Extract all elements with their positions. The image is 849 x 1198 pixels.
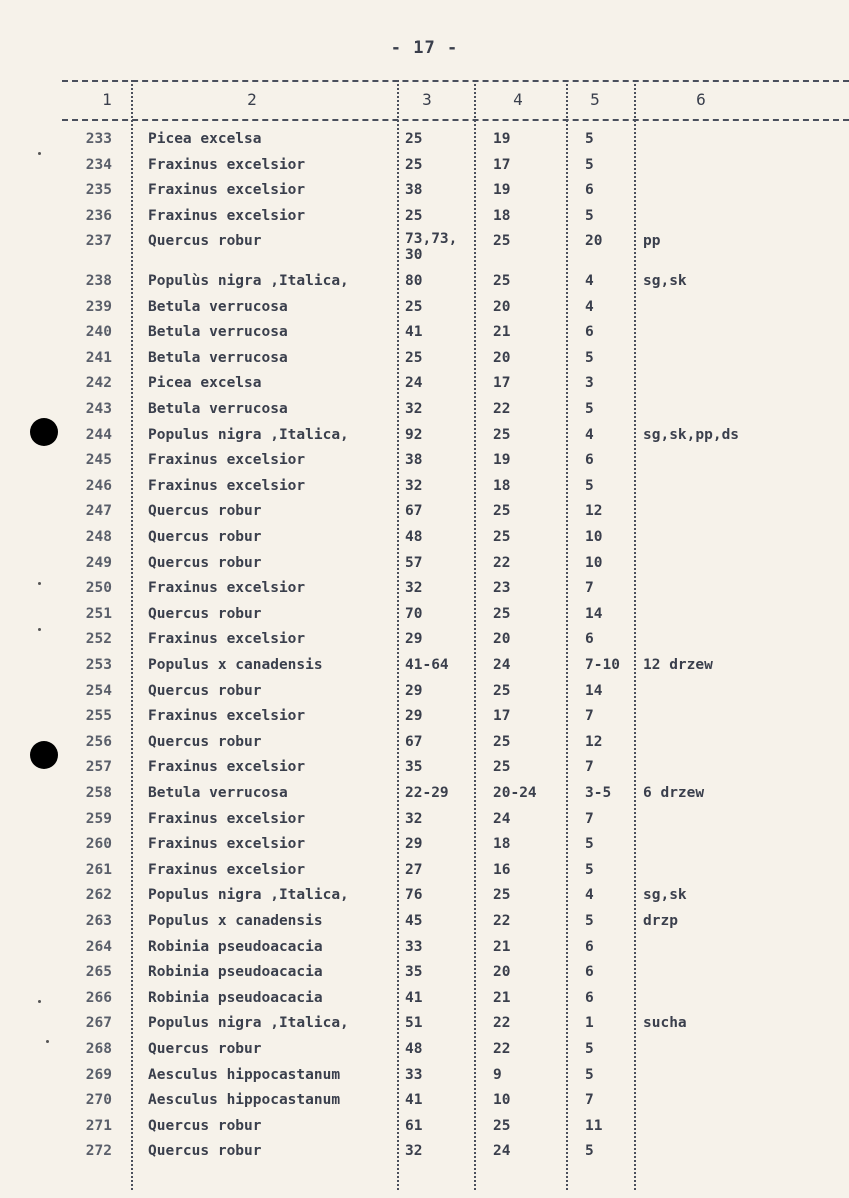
row-number: 238 xyxy=(85,273,112,289)
column-5-value: 6 xyxy=(585,452,594,469)
column-3-value: 48 xyxy=(405,529,423,545)
species-name: Betula verrucosa xyxy=(148,401,288,417)
table-row xyxy=(0,155,849,179)
column-4-value: 10 xyxy=(493,1092,511,1109)
page-number: - 17 - xyxy=(390,38,459,58)
column-4-value: 22 xyxy=(493,913,511,929)
row-number: 235 xyxy=(85,182,112,199)
column-3-value xyxy=(405,231,475,263)
species-name: Quercus robur xyxy=(148,554,262,571)
column-3-value: 80 xyxy=(405,273,423,289)
column-4-value: 16 xyxy=(493,861,511,878)
row-number: 252 xyxy=(85,631,112,648)
row-number: 271 xyxy=(85,1117,112,1134)
margin-speck xyxy=(38,152,41,155)
column-4-value: 25 xyxy=(493,605,511,622)
row-number: 256 xyxy=(85,733,112,750)
column-3-value-line-1: 73,73, xyxy=(405,231,458,248)
table-row xyxy=(0,399,849,423)
column-3-value: 41 xyxy=(405,1092,423,1109)
row-number: 270 xyxy=(85,1092,112,1109)
species-name: Betula verrucosa xyxy=(148,785,288,801)
row-number: 245 xyxy=(85,452,112,469)
column-5-value: 6 xyxy=(585,989,594,1006)
table-row xyxy=(0,911,849,935)
column-3-value: 70 xyxy=(405,605,423,622)
species-name: Aesculus hippocastanum xyxy=(148,1066,341,1083)
column-4-value: 17 xyxy=(493,708,511,725)
column-3-value: 25 xyxy=(405,207,423,224)
column-5-value: 5 xyxy=(585,1066,594,1083)
column-5-value: 5 xyxy=(585,1143,594,1160)
row-number: 263 xyxy=(85,913,112,929)
table-row xyxy=(0,706,849,730)
column-3-value: 25 xyxy=(405,298,423,315)
table-row xyxy=(0,732,849,756)
column-4-value: 17 xyxy=(493,375,511,392)
table-row xyxy=(0,322,849,346)
header-col-5: 5 xyxy=(590,90,600,109)
table-row xyxy=(0,348,849,372)
column-5-value: 12 xyxy=(585,503,603,520)
species-name: Quercus robur xyxy=(148,682,262,699)
punch-hole xyxy=(30,418,58,446)
column-3-value: 41 xyxy=(405,989,423,1006)
column-3-value: 67 xyxy=(405,733,423,750)
table-row xyxy=(0,450,849,474)
table-row xyxy=(0,1065,849,1089)
column-4-value: 25 xyxy=(493,759,511,776)
remarks: drzp xyxy=(643,913,678,929)
column-5-value: 5 xyxy=(585,401,594,417)
row-number: 258 xyxy=(85,785,112,801)
species-name: Aesculus hippocastanum xyxy=(148,1092,341,1109)
species-name: Populus nigra ,Italica, xyxy=(148,887,349,904)
column-3-value: 32 xyxy=(405,401,423,417)
column-5-value: 7 xyxy=(585,708,594,725)
species-name: Populus nigra ,Italica, xyxy=(148,426,349,443)
row-number: 272 xyxy=(85,1143,112,1160)
species-name: Quercus robur xyxy=(148,1143,262,1160)
column-5-value: 7 xyxy=(585,580,594,597)
species-name: Populùs nigra ,Italica, xyxy=(148,273,349,289)
table-row xyxy=(0,783,849,807)
row-number: 264 xyxy=(85,938,112,955)
column-5-value: 5 xyxy=(585,477,594,494)
column-3-value: 32 xyxy=(405,477,423,494)
column-3-value: 45 xyxy=(405,913,423,929)
column-4-value: 25 xyxy=(493,529,511,545)
row-number: 269 xyxy=(85,1066,112,1083)
column-3-value: 92 xyxy=(405,426,423,443)
row-number: 251 xyxy=(85,605,112,622)
table-row xyxy=(0,1013,849,1037)
row-number: 254 xyxy=(85,682,112,699)
table-row xyxy=(0,129,849,153)
column-4-value: 18 xyxy=(493,836,511,853)
remarks: pp xyxy=(643,233,661,250)
species-name: Populus x canadensis xyxy=(148,657,323,673)
column-3-value: 25 xyxy=(405,349,423,366)
row-number: 248 xyxy=(85,529,112,545)
table-row xyxy=(0,1141,849,1165)
column-5-value: 14 xyxy=(585,605,603,622)
column-5-value: 5 xyxy=(585,913,594,929)
column-5-value: 6 xyxy=(585,182,594,199)
table-row xyxy=(0,937,849,961)
column-5-value: 12 xyxy=(585,733,603,750)
column-5-value: 5 xyxy=(585,131,594,147)
row-number: 236 xyxy=(85,207,112,224)
column-4-value: 25 xyxy=(493,682,511,699)
species-name: Fraxinus excelsior xyxy=(148,156,306,173)
row-number: 265 xyxy=(85,964,112,981)
margin-speck xyxy=(46,1040,49,1043)
margin-speck xyxy=(38,1000,41,1003)
header-bottom-rule xyxy=(62,119,849,121)
species-name: Populus nigra ,Italica, xyxy=(148,1015,349,1032)
table-row xyxy=(0,1039,849,1063)
column-5-value: 7 xyxy=(585,810,594,827)
column-5-value: 5 xyxy=(585,1041,594,1057)
species-name: Fraxinus excelsior xyxy=(148,810,306,827)
column-3-value: 38 xyxy=(405,182,423,199)
column-4-value: 18 xyxy=(493,477,511,494)
table-row xyxy=(0,206,849,230)
column-5-value: 11 xyxy=(585,1117,603,1134)
species-name: Quercus robur xyxy=(148,529,262,545)
species-name: Robinia pseudoacacia xyxy=(148,938,323,955)
row-number: 242 xyxy=(85,375,112,392)
column-3-value: 29 xyxy=(405,682,423,699)
species-name: Fraxinus excelsior xyxy=(148,631,306,648)
column-3-value: 32 xyxy=(405,1143,423,1160)
column-4-value: 17 xyxy=(493,156,511,173)
column-4-value: 19 xyxy=(493,131,511,147)
table-row xyxy=(0,297,849,321)
species-name: Betula verrucosa xyxy=(148,324,288,341)
species-name: Picea excelsa xyxy=(148,375,262,392)
row-number: 253 xyxy=(85,657,112,673)
column-3-value: 57 xyxy=(405,554,423,571)
column-4-value: 22 xyxy=(493,401,511,417)
table-row xyxy=(0,578,849,602)
column-5-value: 5 xyxy=(585,156,594,173)
row-number: 247 xyxy=(85,503,112,520)
row-number: 261 xyxy=(85,861,112,878)
species-name: Quercus robur xyxy=(148,605,262,622)
species-name: Robinia pseudoacacia xyxy=(148,964,323,981)
row-number: 234 xyxy=(85,156,112,173)
column-5-value: 20 xyxy=(585,233,603,250)
table-row xyxy=(0,527,849,551)
column-3-value: 32 xyxy=(405,580,423,597)
row-number: 266 xyxy=(85,989,112,1006)
species-name: Robinia pseudoacacia xyxy=(148,989,323,1006)
column-5-value: 5 xyxy=(585,836,594,853)
column-3-value: 67 xyxy=(405,503,423,520)
margin-speck xyxy=(38,628,41,631)
table-row xyxy=(0,681,849,705)
row-number: 241 xyxy=(85,349,112,366)
species-name: Quercus robur xyxy=(148,503,262,520)
table-header xyxy=(0,90,849,112)
table-row xyxy=(0,655,849,679)
row-number: 268 xyxy=(85,1041,112,1057)
column-5-value: 3-5 xyxy=(585,785,612,801)
table-row xyxy=(0,988,849,1012)
column-3-value: 25 xyxy=(405,156,423,173)
remarks: sucha xyxy=(643,1015,687,1032)
column-3-value: 29 xyxy=(405,631,423,648)
column-3-value: 33 xyxy=(405,938,423,955)
species-name: Fraxinus excelsior xyxy=(148,452,306,469)
species-name: Fraxinus excelsior xyxy=(148,836,306,853)
species-name: Fraxinus excelsior xyxy=(148,182,306,199)
column-3-value: 41 xyxy=(405,324,423,341)
species-name: Fraxinus excelsior xyxy=(148,477,306,494)
species-name: Fraxinus excelsior xyxy=(148,580,306,597)
remarks: 6 drzew xyxy=(643,785,705,801)
column-5-value: 4 xyxy=(585,887,594,904)
table-row xyxy=(0,809,849,833)
header-col-6: 6 xyxy=(696,90,706,109)
remarks: sg,sk,pp,ds xyxy=(643,426,740,443)
margin-speck xyxy=(38,582,41,585)
column-3-value: 25 xyxy=(405,131,423,147)
column-4-value: 24 xyxy=(493,1143,511,1160)
column-4-value: 21 xyxy=(493,989,511,1006)
row-number: 267 xyxy=(85,1015,112,1032)
column-3-value: 33 xyxy=(405,1066,423,1083)
table-row xyxy=(0,860,849,884)
column-3-value: 24 xyxy=(405,375,423,392)
column-4-value: 25 xyxy=(493,426,511,443)
header-top-rule xyxy=(62,80,849,82)
column-3-value: 38 xyxy=(405,452,423,469)
row-number: 233 xyxy=(85,131,112,147)
column-4-value: 25 xyxy=(493,273,511,289)
column-4-value: 20 xyxy=(493,298,511,315)
table-row xyxy=(0,425,849,449)
row-number: 239 xyxy=(85,298,112,315)
column-5-value: 5 xyxy=(585,207,594,224)
column-3-value: 35 xyxy=(405,964,423,981)
table-row xyxy=(0,553,849,577)
column-4-value: 23 xyxy=(493,580,511,597)
column-5-value: 5 xyxy=(585,861,594,878)
table-row xyxy=(0,1090,849,1114)
header-col-2: 2 xyxy=(247,90,257,109)
header-col-1: 1 xyxy=(102,90,112,109)
column-4-value: 25 xyxy=(493,503,511,520)
header-col-4: 4 xyxy=(513,90,523,109)
table-row xyxy=(0,885,849,909)
column-4-value: 20-24 xyxy=(493,785,537,801)
row-number: 259 xyxy=(85,810,112,827)
row-number: 244 xyxy=(85,426,112,443)
column-5-value: 5 xyxy=(585,349,594,366)
column-5-value: 6 xyxy=(585,631,594,648)
column-3-value: 61 xyxy=(405,1117,423,1134)
table-row xyxy=(0,834,849,858)
row-number: 255 xyxy=(85,708,112,725)
column-5-value: 6 xyxy=(585,938,594,955)
column-4-value: 20 xyxy=(493,349,511,366)
column-4-value: 19 xyxy=(493,182,511,199)
column-3-value: 32 xyxy=(405,810,423,827)
column-4-value: 21 xyxy=(493,938,511,955)
column-5-value: 4 xyxy=(585,426,594,443)
column-3-value: 22-29 xyxy=(405,785,449,801)
column-3-value: 29 xyxy=(405,836,423,853)
species-name: Populus x canadensis xyxy=(148,913,323,929)
column-4-value: 25 xyxy=(493,733,511,750)
column-3-value: 51 xyxy=(405,1015,423,1032)
row-number: 257 xyxy=(85,759,112,776)
column-5-value: 4 xyxy=(585,298,594,315)
column-5-value: 4 xyxy=(585,273,594,289)
table-row xyxy=(0,1116,849,1140)
column-5-value: 7 xyxy=(585,1092,594,1109)
column-5-value: 10 xyxy=(585,554,603,571)
species-name: Quercus robur xyxy=(148,233,262,250)
column-4-value: 25 xyxy=(493,887,511,904)
column-5-value: 7-10 xyxy=(585,657,620,673)
row-number: 237 xyxy=(85,233,112,250)
column-3-value: 48 xyxy=(405,1041,423,1057)
column-4-value: 22 xyxy=(493,1015,511,1032)
table-row xyxy=(0,231,849,264)
table-row xyxy=(0,271,849,295)
row-number: 250 xyxy=(85,580,112,597)
column-4-value: 19 xyxy=(493,452,511,469)
species-name: Quercus robur xyxy=(148,1117,262,1134)
column-3-value: 29 xyxy=(405,708,423,725)
table-row xyxy=(0,373,849,397)
column-3-value: 27 xyxy=(405,861,423,878)
punch-hole xyxy=(30,741,58,769)
species-name: Fraxinus excelsior xyxy=(148,759,306,776)
species-name: Picea excelsa xyxy=(148,131,262,147)
column-4-value: 9 xyxy=(493,1066,502,1083)
row-number: 249 xyxy=(85,554,112,571)
column-4-value: 24 xyxy=(493,810,511,827)
species-name: Fraxinus excelsior xyxy=(148,207,306,224)
table-row xyxy=(0,501,849,525)
species-name: Betula verrucosa xyxy=(148,298,288,315)
column-5-value: 6 xyxy=(585,324,594,341)
column-3-value-line-2: 30 xyxy=(405,247,423,264)
column-4-value: 21 xyxy=(493,324,511,341)
column-5-value: 14 xyxy=(585,682,603,699)
row-number: 260 xyxy=(85,836,112,853)
species-name: Fraxinus excelsior xyxy=(148,861,306,878)
row-number: 246 xyxy=(85,477,112,494)
remarks: sg,sk xyxy=(643,887,687,904)
column-5-value: 7 xyxy=(585,759,594,776)
column-3-value: 76 xyxy=(405,887,423,904)
table-row xyxy=(0,629,849,653)
column-4-value: 20 xyxy=(493,631,511,648)
row-number: 262 xyxy=(85,887,112,904)
species-name: Quercus robur xyxy=(148,1041,262,1057)
column-5-value: 1 xyxy=(585,1015,594,1032)
column-4-value: 18 xyxy=(493,207,511,224)
remarks: sg,sk xyxy=(643,273,687,289)
column-4-value: 25 xyxy=(493,1117,511,1134)
table-row xyxy=(0,604,849,628)
column-4-value: 22 xyxy=(493,1041,511,1057)
header-col-3: 3 xyxy=(422,90,432,109)
table-row xyxy=(0,476,849,500)
table-row xyxy=(0,757,849,781)
table-row xyxy=(0,962,849,986)
column-3-value: 35 xyxy=(405,759,423,776)
species-name: Betula verrucosa xyxy=(148,349,288,366)
species-name: Quercus robur xyxy=(148,733,262,750)
column-4-value: 20 xyxy=(493,964,511,981)
table-row xyxy=(0,180,849,204)
row-number: 240 xyxy=(85,324,112,341)
column-4-value: 24 xyxy=(493,657,511,673)
remarks: 12 drzew xyxy=(643,657,713,673)
column-5-value: 3 xyxy=(585,375,594,392)
row-number: 243 xyxy=(85,401,112,417)
column-4-value: 25 xyxy=(493,233,511,250)
column-5-value: 6 xyxy=(585,964,594,981)
column-3-value: 41-64 xyxy=(405,657,449,673)
column-4-value: 22 xyxy=(493,554,511,571)
column-5-value: 10 xyxy=(585,529,603,545)
species-name: Fraxinus excelsior xyxy=(148,708,306,725)
